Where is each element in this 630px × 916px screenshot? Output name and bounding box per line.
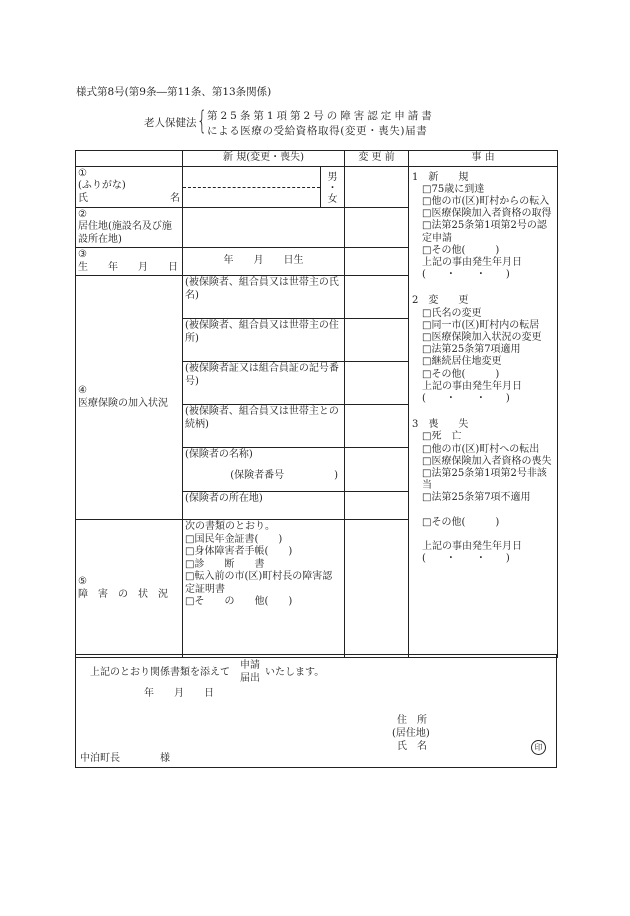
disability-label-cell (76, 520, 183, 658)
row-number: ② (78, 208, 87, 220)
birthdate-label-cell (76, 248, 183, 276)
insured-address-field[interactable]: (被保険者、組合員又は世帯主の住所) (183, 319, 345, 362)
title-line-1: 第25条第1項第2号の障害認定申請書 (207, 110, 435, 122)
disability-doc-item[interactable]: □身体障害者手帳( ) (185, 546, 293, 557)
reason-new-title: 1 新 規 (412, 171, 469, 183)
statement-option-notify[interactable]: 届出 (240, 673, 260, 684)
reason-loss-item[interactable]: □法第25条第7項不適用 (422, 492, 531, 504)
gender-cell[interactable] (321, 166, 345, 207)
form-number: 様式第8号(第9条―第11条、第13条関係) (76, 86, 272, 98)
seal-icon: 印 (531, 740, 546, 755)
residence-label: (居住地) (392, 728, 430, 739)
disability-intro: 次の書類のとおり。 (185, 521, 275, 532)
residence-before[interactable] (345, 207, 409, 248)
reason-loss-item[interactable]: □法第25条第1項第2号非該当 (422, 467, 547, 492)
insured-name-before[interactable] (345, 276, 409, 319)
reason-new-item[interactable]: □他の市(区)町村からの転入 (422, 195, 550, 207)
insurance-label-cell (76, 276, 183, 520)
reason-loss-item[interactable]: □他の市(区)町村への転出 (422, 443, 540, 455)
row-number: ④ (78, 385, 87, 396)
reason-new-item[interactable]: □法第25条第1項第2号の認定申請 (422, 220, 547, 244)
name-label: 氏 名 (397, 741, 427, 752)
furigana-label: (ふりがな) (78, 180, 126, 191)
insured-name-field[interactable]: (被保険者、組合員又は世帯主の氏名) (183, 276, 345, 319)
declaration-date[interactable]: 年 月 日 (144, 688, 214, 699)
insurer-name-before[interactable] (345, 448, 409, 492)
gender-female: 女 (327, 193, 338, 205)
address-label: 住 所 (397, 715, 427, 726)
title-line-2: による医療の受給資格取得(変更・喪失)届書 (207, 125, 428, 137)
reason-new-item[interactable]: □75歳に到達 (422, 183, 485, 195)
header-before: 変 更 前 (345, 151, 409, 167)
insurer-address-field[interactable]: (保険者の所在地) (183, 492, 345, 520)
disability-doc-item[interactable]: □国民年金証書( ) (185, 533, 283, 545)
reason-loss-item[interactable]: □医療保険加入者資格の喪失 (422, 455, 552, 467)
disability-before[interactable] (345, 520, 409, 658)
birthdate-label: 生 年 月 日 (78, 261, 178, 273)
reason-cell (409, 166, 558, 658)
disability-doc-item[interactable]: □診 断 書 (185, 558, 265, 570)
brace-icon: { (197, 106, 207, 136)
law-name: 老人保健法 (144, 117, 197, 129)
reason-new-item[interactable]: □医療保険加入者資格の取得 (422, 208, 552, 220)
statement-text-a: 上記のとおり関係書類を添えて (90, 667, 230, 678)
insurer-address-before[interactable] (345, 492, 409, 520)
card-number-field[interactable]: (被保険者証又は組合員証の記号番号) (183, 362, 345, 405)
disability-field (183, 520, 345, 658)
reason-loss-item[interactable]: □その他( ) (422, 516, 500, 528)
statement-option-apply[interactable]: 申請 (240, 660, 260, 671)
birthdate-before[interactable] (345, 248, 409, 276)
insured-address-before[interactable] (345, 319, 409, 362)
declaration-section (75, 654, 557, 768)
reason-change-item[interactable]: □その他( ) (422, 368, 500, 380)
gender-male: 男 (327, 171, 338, 183)
insurer-number-label: (保険者番号 ) (230, 469, 339, 481)
name-label-b: 名 (170, 192, 180, 204)
name-label-a: 氏 (78, 192, 88, 204)
header-reason: 事 由 (409, 151, 558, 167)
reason-loss-title: 3 喪 失 (412, 419, 469, 431)
name-label-cell (76, 166, 183, 207)
gender-dot: ・ (327, 182, 338, 194)
row-number: ③ (78, 249, 87, 260)
reason-change-title: 2 変 更 (412, 295, 469, 307)
residence-field[interactable] (183, 207, 345, 248)
insurer-name-label: (保険者の名称) (185, 449, 253, 460)
relationship-before[interactable] (345, 405, 409, 448)
residence-label: 居住地(施設名及び施設所在地) (78, 221, 172, 245)
statement-text-c: いたします。 (265, 667, 325, 678)
card-number-before[interactable] (345, 362, 409, 405)
reason-change-item[interactable]: □同一市(区)町村内の転居 (422, 319, 540, 331)
header-blank (76, 151, 183, 167)
reason-date-label: 上記の事由発生年月日 (422, 380, 523, 392)
insurer-name-field[interactable] (183, 448, 345, 492)
residence-label-cell (76, 207, 183, 248)
disability-doc-item[interactable]: □転入前の市(区)町村長の障害認定証明書 (185, 571, 333, 595)
name-before[interactable] (345, 166, 409, 207)
relationship-field[interactable]: (被保険者、組合員又は世帯主との続柄) (183, 405, 345, 448)
reason-date-label: 上記の事由発生年月日 (422, 256, 523, 268)
reason-date-label: 上記の事由発生年月日 (422, 540, 523, 552)
reason-loss-item[interactable]: □死 亡 (422, 431, 462, 443)
mayor-addressee: 中泊町長 様 (80, 753, 170, 764)
reason-change-item[interactable]: □継続居住地変更 (422, 356, 502, 368)
name-field[interactable] (183, 166, 321, 207)
insurance-label: 医療保険の加入状況 (78, 397, 168, 409)
row-number: ⑤ (78, 576, 87, 587)
reason-date-value[interactable]: ( ・ ・ ) (422, 269, 510, 281)
form-table (75, 150, 558, 658)
reason-change-item[interactable]: □氏名の変更 (422, 307, 482, 319)
reason-change-item[interactable]: □法第25条第7項適用 (422, 344, 521, 356)
disability-doc-item[interactable]: □そ の 他( ) (185, 596, 293, 607)
birthdate-field[interactable]: 年 月 日生 (183, 248, 345, 276)
header-new: 新 規(変更・喪失) (183, 151, 345, 167)
reason-date-value[interactable]: ( ・ ・ ) (422, 392, 510, 404)
reason-new-item[interactable]: □その他( ) (422, 244, 500, 256)
reason-date-value[interactable]: ( ・ ・ ) (422, 552, 510, 564)
disability-label: 障 害 の 状 況 (78, 588, 168, 600)
reason-change-item[interactable]: □医療保険加入状況の変更 (422, 331, 542, 343)
row-number: ① (78, 167, 87, 179)
